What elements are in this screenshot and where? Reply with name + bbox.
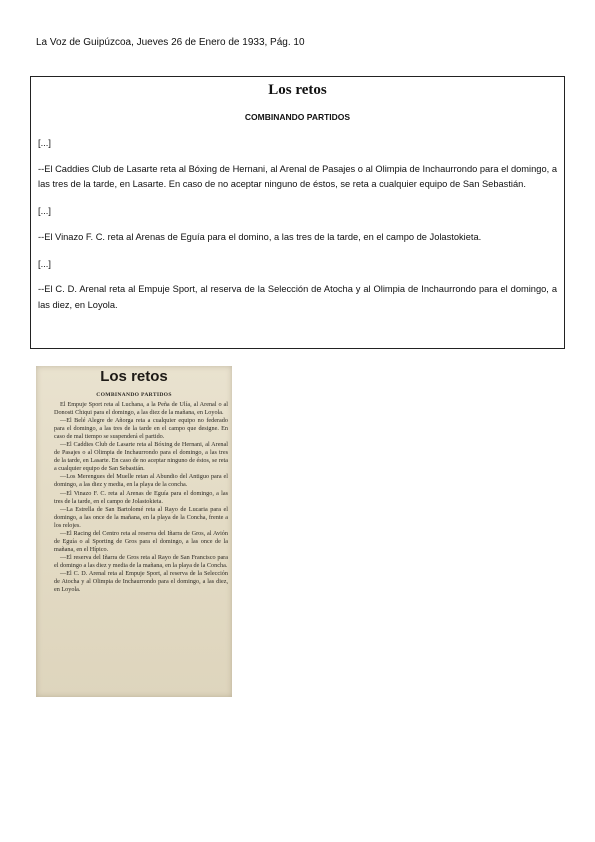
clipping-title: Los retos	[100, 368, 168, 385]
article-paragraph: --El C. D. Arenal reta al Empuje Sport, al reserva de la Selección de Atocha y al Olimpia de Inchaurrondo para el domingo, a las diez, en Loyola.	[38, 284, 557, 310]
clipping-paragraph: —El Racing del Centro reta al reserva del Iñarra de Gros, al Avión de Eguía o al Sporting de Gros para el domingo, a las once de la mañana, en el Hípico.	[54, 529, 228, 553]
clipping-paragraph: —El C. D. Arenal reta al Empuje Sport, al reserva de la Selección de Atocha y al Olimpia de Inchaurrondo para el domingo, a las diez, en Loyola.	[54, 569, 228, 594]
clipping-body	[36, 398, 232, 594]
citation-header: La Voz de Guipúzcoa, Jueves 26 de Enero de 1933, Pág. 10	[36, 37, 305, 48]
clipping-paragraph: —El Vinazo F. C. reta al Arenas de Eguía para el domingo, a las tres de la tarde, en el campo de Jolastokieta.	[54, 489, 228, 505]
article-subtitle: COMBINANDO PARTIDOS	[244, 112, 351, 122]
article-title: Los retos	[268, 82, 327, 98]
article-paragraph: --El Vinazo F. C. reta al Arenas de Eguía para el domino, a las tres de la tarde, en el campo de Jolastokieta.	[38, 232, 482, 242]
clipping-paragraph: —El Belé Alegre de Añorga reta a cualquier equipo no federado para el domingo, a las tres de la tarde en el campo que designe. En caso de mal tiempo se suspenderá el partido.	[54, 417, 228, 441]
clipping-paragraph: —La Estrella de San Bartolomé reta al Rayo de Lucaria para el domingo, a las once de la mañana, en la playa de la Concha, frente a los relojes.	[54, 505, 228, 529]
clipping-paragraph: —Los Merengues del Muelle retan al Abundio del Antiguo para el domingo, a las diez y media, en la playa de la concha.	[54, 473, 228, 489]
clipping-subtitle: COMBINANDO PARTIDOS	[96, 392, 172, 398]
clipping-paragraph: —El reserva del Iñarra de Gros reta al Rayo de San Francisco para el domingo a las diez y media de la mañana, en la playa de la Concha.	[54, 553, 228, 569]
ellipsis-marker: [...]	[38, 205, 51, 216]
article-paragraph: --El Caddies Club de Lasarte reta al Bóxing de Hernani, al Arenal de Pasajes o al Olimpia de Inchaurrondo para el domingo, a las tres de la tarde, en Lasarte. En caso de no aceptar ninguno de éstos, se reta a cualquier equipo de San Sebastián.	[38, 163, 557, 189]
newspaper-clipping-image	[36, 366, 232, 697]
ellipsis-marker: [...]	[38, 258, 51, 269]
transcription-box	[30, 76, 565, 349]
ellipsis-marker: [...]	[38, 138, 51, 148]
clipping-paragraph: El Empuje Sport reta al Luchana, a la Peña de Ulía, al Arenal o al Donosti Chiqui para el domingo, a las diez de la mañana, en Loyola.	[54, 401, 228, 417]
clipping-paragraph: —El Caddies Club de Lasarte reta al Bóxing de Hernani, al Arenal de Pasajes o al Olimpia de Inchaurrondo para el domingo, a las tres de la tarde, en Lasarte. En caso de no aceptar ninguno de éstos, se reta a cualquier equipo de San Sebastián.	[54, 441, 228, 473]
